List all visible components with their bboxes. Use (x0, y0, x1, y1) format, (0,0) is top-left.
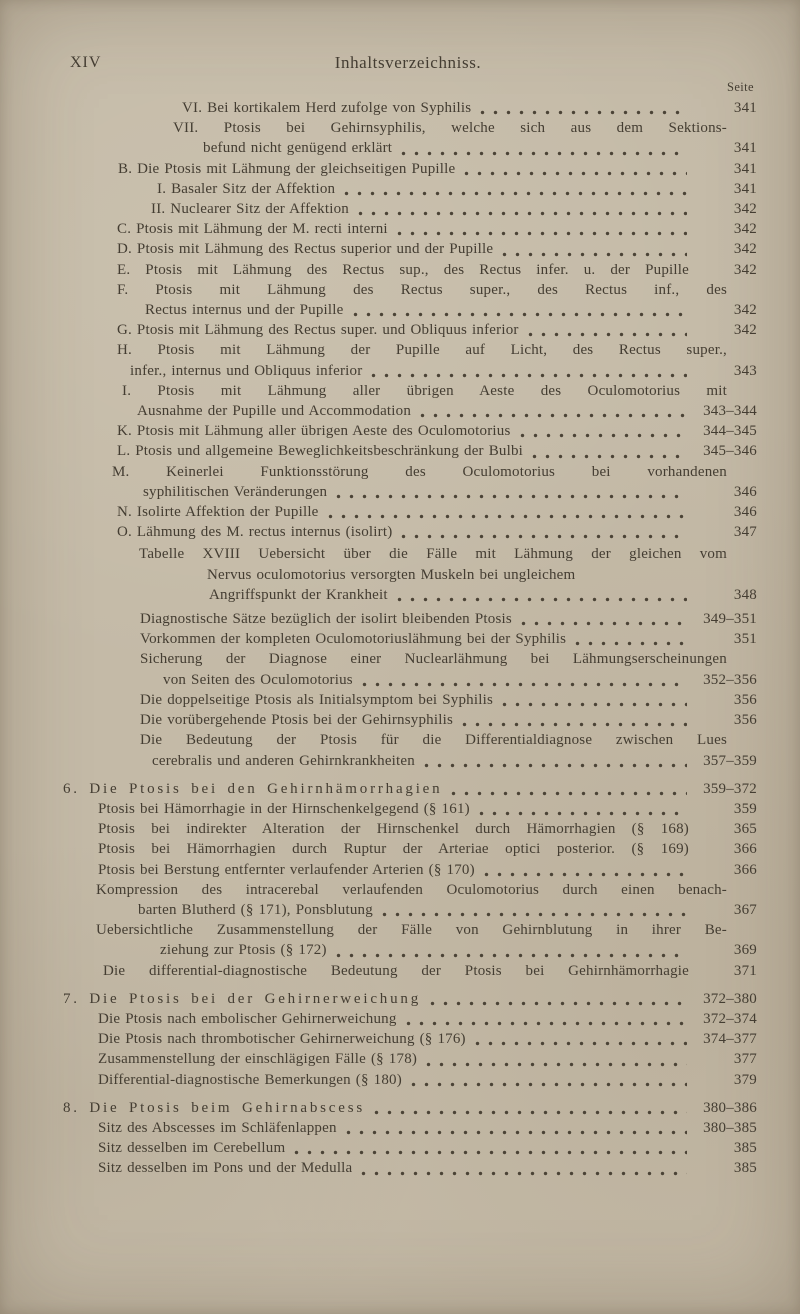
toc-entry-text: Ptosis bei Berstung entfernter verlaufender Arterien (§ 170) (98, 861, 475, 878)
dot-leader (502, 702, 687, 707)
toc-line (0, 629, 757, 649)
toc-entry-text: Ausnahme der Pupille und Accommodation (137, 403, 412, 420)
dot-leader (532, 454, 687, 459)
toc-entry-text: I. Ptosis mit Lähmung aller übrigen Aeste des Oculomotorius mit (122, 382, 727, 399)
toc-entry-text: D. Ptosis mit Lähmung des Rectus superior und der Pupille (117, 241, 494, 258)
toc-entry-text: Sitz desselben im Pons und der Medulla (98, 1160, 353, 1177)
page-number: 377 (733, 1051, 757, 1068)
toc-entry-text: M. Keinerlei Funktionsstörung des Oculomotorius bei vorhandenen (112, 463, 727, 480)
dot-leader (420, 413, 687, 418)
page-number: 357–359 (703, 752, 757, 769)
page-number: 351 (733, 631, 757, 648)
page-number: 356 (733, 712, 757, 729)
toc-entry-text: O. Lähmung des M. rectus internus (isolirt) (117, 524, 393, 541)
dot-leader (353, 312, 687, 317)
toc-line (0, 1138, 757, 1158)
toc-entry-text: H. Ptosis mit Lähmung der Pupille auf Licht, des Rectus super., (117, 342, 727, 359)
toc-line (0, 1029, 757, 1049)
page-number: 341 (733, 160, 757, 177)
toc-entry-text: befund nicht genügend erklärt (203, 140, 393, 157)
toc-line (0, 401, 757, 421)
dot-leader (362, 682, 687, 687)
dot-leader (336, 953, 687, 958)
toc-entry-text: L. Ptosis und allgemeine Beweglichkeitsbeschränkung der Bulbi (117, 443, 524, 460)
toc-line (0, 819, 757, 839)
toc-line (0, 462, 757, 482)
toc-entry-text: 6. Die Ptosis bei den Gehirnhämorrhagien (63, 780, 443, 797)
page-number: 356 (733, 691, 757, 708)
dot-leader (475, 1041, 687, 1046)
toc-line (0, 1158, 757, 1178)
page-number: 385 (733, 1140, 757, 1157)
toc-line (0, 98, 757, 118)
page-number: 346 (733, 504, 757, 521)
toc-line (0, 260, 757, 280)
toc-line (0, 839, 757, 859)
toc-entry-text: G. Ptosis mit Lähmung des Rectus super. und Obliquus inferior (117, 322, 519, 339)
dot-leader (502, 252, 687, 257)
toc-line (0, 710, 757, 730)
page-number: 349–351 (703, 611, 757, 628)
page-number: 367 (733, 901, 757, 918)
dot-leader (521, 621, 687, 626)
toc-entry-text: K. Ptosis mit Lähmung aller übrigen Aeste des Oculomotorius (117, 423, 511, 440)
dot-leader (430, 1001, 687, 1006)
toc-line (0, 1009, 757, 1029)
toc-line (0, 239, 757, 259)
toc-entry-text: B. Die Ptosis mit Lähmung der gleichseitigen Pupille (118, 160, 456, 177)
toc-entry-text: Die Ptosis nach thrombotischer Gehirnerweichung (§ 176) (98, 1031, 466, 1048)
toc-line (0, 179, 757, 199)
dot-leader (361, 1171, 687, 1176)
toc-line (0, 989, 757, 1009)
dot-leader (406, 1021, 687, 1026)
page-number: 369 (733, 942, 757, 959)
toc-entry-text: syphilitischen Veränderungen (143, 483, 328, 500)
toc-line (0, 381, 757, 401)
toc-entry-text: Die doppelseitige Ptosis als Initialsymptom bei Syphilis (140, 691, 494, 708)
toc-line (0, 320, 757, 340)
dot-leader (528, 332, 687, 337)
dot-leader (462, 722, 687, 727)
dot-leader (371, 373, 687, 378)
dot-leader (520, 433, 687, 438)
toc-line (0, 138, 757, 158)
toc-entry-text: Die differential-diagnostische Bedeutung der Ptosis bei Gehirnhämorrhagie (103, 962, 689, 979)
toc-entry-text: infer., internus und Obliquus inferior (130, 362, 363, 379)
page-column-header: Seite (727, 80, 754, 94)
page-number: 348 (733, 586, 757, 603)
toc-entry-text: VI. Bei kortikalem Herd zufolge von Syphilis (182, 100, 472, 116)
toc-entry-text: Die Ptosis nach embolischer Gehirnerweichung (98, 1010, 397, 1027)
toc-line (0, 199, 757, 219)
toc-entry-text: E. Ptosis mit Lähmung des Rectus sup., des Rectus infer. u. der Pupille (117, 261, 689, 278)
page-number: 372–380 (703, 990, 757, 1007)
page-number: 366 (733, 841, 757, 858)
toc-entry-text: Vorkommen der kompleten Oculomotoriuslähmung bei der Syphilis (140, 631, 567, 648)
page-number: 379 (733, 1071, 757, 1088)
page-number: 380–385 (703, 1119, 757, 1136)
page-number: 342 (733, 221, 757, 238)
page-number-label: XIV (70, 54, 102, 71)
dot-leader (484, 872, 687, 877)
toc-line (0, 280, 757, 300)
dot-leader (451, 791, 687, 796)
dot-leader (397, 597, 687, 602)
page-number: 342 (733, 261, 757, 278)
toc-line (0, 751, 757, 771)
toc-entry-text: Rectus internus und der Pupille (145, 302, 344, 319)
toc-entry-text: Nervus oculomotorius versorgten Muskeln bei ungleichem (207, 566, 576, 583)
dot-leader (374, 1110, 687, 1115)
page-number: 347 (733, 524, 757, 541)
dot-leader (424, 763, 687, 768)
toc-entry-text: 8. Die Ptosis beim Gehirnabscess (63, 1099, 365, 1116)
toc-line (0, 690, 757, 710)
toc-line (0, 544, 757, 564)
toc-line (0, 1098, 757, 1118)
page-number: 385 (733, 1160, 757, 1177)
toc-entry-text: Die Bedeutung der Ptosis für die Differentialdiagnose zwischen Lues (140, 732, 727, 749)
dot-leader (397, 231, 687, 236)
toc-line (0, 900, 757, 920)
toc-line (0, 670, 757, 690)
toc-line (0, 649, 757, 669)
page-number: 342 (733, 201, 757, 218)
page-number: 341 (733, 100, 757, 116)
page-number: 344–345 (703, 423, 757, 440)
page-number: 343 (733, 362, 757, 379)
page-title: Inhaltsverzeichniss. (334, 53, 482, 72)
page-number: 359 (733, 800, 757, 817)
page-number: 342 (733, 302, 757, 319)
toc-line (0, 585, 757, 605)
dot-leader (344, 191, 687, 196)
toc-line (0, 799, 757, 819)
toc-entry-text: Sicherung der Diagnose einer Nuclearlähmung bei Lähmungserscheinungen (140, 651, 727, 668)
dot-leader (382, 912, 687, 917)
dot-leader (294, 1150, 687, 1155)
dot-leader (411, 1082, 687, 1087)
page-number: 365 (733, 821, 757, 838)
toc-entry-text: von Seiten des Oculomotorius (163, 671, 353, 688)
page-number: 374–377 (703, 1031, 757, 1048)
toc-line (0, 565, 757, 585)
dot-leader (479, 811, 687, 816)
toc-entry-text: Zusammenstellung der einschlägigen Fälle (§ 178) (98, 1051, 418, 1068)
toc-line (0, 219, 757, 239)
dot-leader (328, 514, 687, 519)
toc-line (0, 860, 757, 880)
toc-entry-text: cerebralis und anderen Gehirnkrankheiten (152, 752, 415, 769)
toc-line (0, 441, 757, 461)
dot-leader (401, 151, 687, 156)
toc-line (0, 920, 757, 940)
toc-line (0, 779, 757, 799)
toc-line (0, 1070, 757, 1090)
page-number: 371 (733, 962, 757, 979)
page-number: 359–372 (703, 780, 757, 797)
toc-entry-text: N. Isolirte Affektion der Pupille (117, 504, 319, 521)
dot-leader (575, 641, 687, 646)
page-number: 345–346 (703, 443, 757, 460)
toc-entry-text: VII. Ptosis bei Gehirnsyphilis, welche sich aus dem Sektions- (173, 120, 727, 137)
page-number: 380–386 (703, 1099, 757, 1116)
toc-line (0, 730, 757, 750)
toc-entry-text: Ptosis bei indirekter Alteration der Hirnschenkel durch Hämorrhagien (§ 168) (98, 821, 689, 838)
toc-line (0, 340, 757, 360)
dot-leader (358, 211, 687, 216)
toc-line (0, 1118, 757, 1138)
toc-entry-text: Sitz desselben im Cerebellum (98, 1140, 286, 1157)
page-number: 342 (733, 241, 757, 258)
toc-entry-text: Uebersichtliche Zusammenstellung der Fälle von Gehirnblutung in ihrer Be- (96, 922, 727, 939)
toc-entry-text: Die vorübergehende Ptosis bei der Gehirnsyphilis (140, 712, 454, 729)
toc-entry-text: Sitz des Abscesses im Schläfenlappen (98, 1119, 337, 1136)
toc-entry-text: Kompression des intracerebal verlaufenden Oculomotorius durch einen benach- (96, 881, 727, 898)
toc-line (0, 300, 757, 320)
page-number: 341 (733, 180, 757, 197)
toc-entry-text: I. Basaler Sitz der Affektion (157, 180, 336, 197)
toc-entry-text: C. Ptosis mit Lähmung der M. recti interni (117, 221, 388, 238)
page-number: 341 (733, 140, 757, 157)
toc-entry-text: F. Ptosis mit Lähmung des Rectus super., des Rectus inf., des (117, 281, 727, 298)
toc-line (0, 609, 757, 629)
page-number: 346 (733, 483, 757, 500)
page-number: 352–356 (703, 671, 757, 688)
toc-entry-text: Ptosis bei Hämorrhagie in der Hirnschenkelgegend (§ 161) (98, 800, 470, 817)
toc-line (0, 880, 757, 900)
dot-leader (401, 534, 687, 539)
toc-line (0, 118, 757, 138)
toc-line (0, 482, 757, 502)
toc-line (0, 421, 757, 441)
dot-leader (480, 110, 687, 115)
page-number: 343–344 (703, 403, 757, 420)
toc-line (0, 961, 757, 981)
page-number: 366 (733, 861, 757, 878)
dot-leader (336, 494, 687, 499)
toc-entry-text: Diagnostische Sätze bezüglich der isolirt bleibenden Ptosis (140, 611, 512, 628)
toc-line (0, 940, 757, 960)
dot-leader (426, 1062, 687, 1067)
page-number: 342 (733, 322, 757, 339)
toc-line (0, 361, 757, 381)
toc-entry-text: Angriffspunkt der Krankheit (209, 586, 388, 603)
toc-entry-text: II. Nuclearer Sitz der Affektion (151, 201, 349, 218)
toc-line (0, 522, 757, 542)
dot-leader (346, 1130, 687, 1135)
dot-leader (464, 171, 687, 176)
toc-entry-text: ziehung zur Ptosis (§ 172) (160, 942, 327, 959)
toc-entry-text: barten Blutherd (§ 171), Ponsblutung (138, 901, 373, 918)
page-number: 372–374 (703, 1010, 757, 1027)
table-of-contents (0, 98, 757, 1179)
toc-entry-text: 7. Die Ptosis bei der Gehirnerweichung (63, 990, 422, 1007)
toc-line (0, 502, 757, 522)
toc-entry-text: Tabelle XVIII Uebersicht über die Fälle mit Lähmung der gleichen vom (139, 546, 727, 563)
toc-line (0, 159, 757, 179)
toc-line (0, 1049, 757, 1069)
toc-entry-text: Ptosis bei Hämorrhagien durch Ruptur der Arteriae optici posterior. (§ 169) (98, 841, 689, 858)
toc-entry-text: Differential-diagnostische Bemerkungen (§ 180) (98, 1071, 402, 1088)
